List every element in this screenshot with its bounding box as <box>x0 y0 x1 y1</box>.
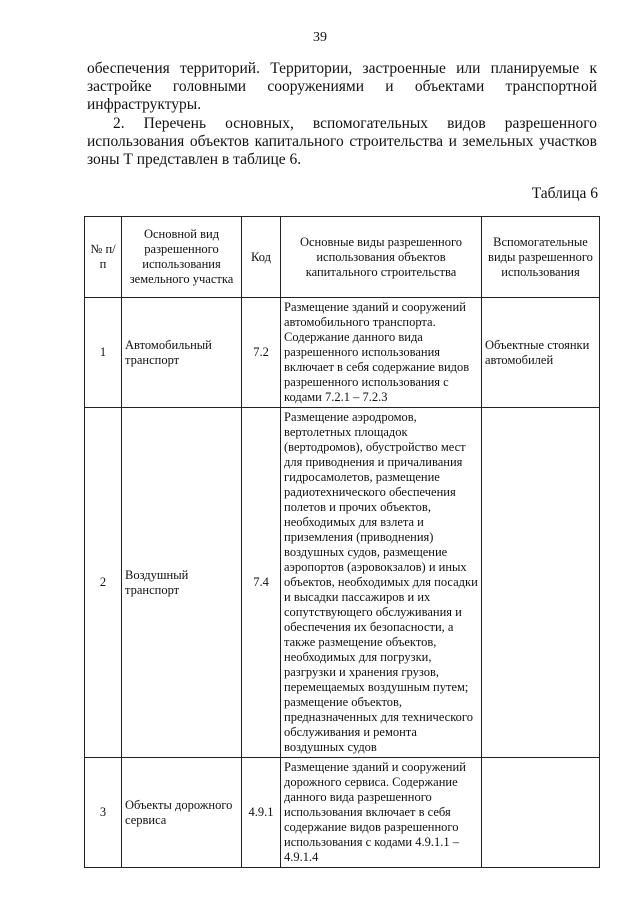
row-auxiliary <box>482 758 600 868</box>
row-code: 7.2 <box>242 298 281 408</box>
paragraph-list-intro: 2. Перечень основных, вспомогательных видов разрешенного использования объектов капитального строительства и земельных участков зоны Т представлен в таблице 6. <box>87 115 597 168</box>
header-code: Код <box>242 217 281 298</box>
row-description: Размещение зданий и сооружений дорожного сервиса. Содержание данного вида разрешенного использования включает в себя содержание видов разрешенного использования с кодами 4.9.1.1 – 4.9.1.4 <box>281 758 482 868</box>
header-num: № п/п <box>85 217 122 298</box>
header-auxiliary-use: Вспомогательные виды разрешенного использования <box>482 217 600 298</box>
row-description: Размещение зданий и сооружений автомобильного транспорта. Содержание данного вида разрешенного использования включает в себя содержание видов разрешенного использования с кодами 7.2.1 – 7.2.3 <box>281 298 482 408</box>
table-row <box>85 758 600 868</box>
row-description: Размещение аэродромов, вертолетных площадок (вертодромов), обустройство мест для приводнения и причаливания гидросамолетов, размещение радиотехнического обеспечения полетов и прочих объектов, необходимых для взлета и приземления (приводнения) воздушных судов, размещение аэропортов (аэровокзалов) и иных объектов, необходимых для посадки и высадки пассажиров и их сопутствующего обслуживания и обеспечения их безопасности, а также размещение объектов, необходимых для погрузки, разгрузки и хранения грузов, перемещаемых воздушным путем; размещение объектов, предназначенных для технического обслуживания и ремонта воздушных судов <box>281 408 482 758</box>
row-land-use: Объекты дорожного сервиса <box>122 758 242 868</box>
paragraph-continuation: обеспечения территорий. Территории, застроенные или планируемые к застройке головными сооружениями и объектами транспортной инфраструктуры. <box>87 60 597 113</box>
table-row <box>85 298 600 408</box>
header-main-capital-use: Основные виды разрешенного использования объектов капитального строительства <box>281 217 482 298</box>
row-land-use: Автомобильный транспорт <box>122 298 242 408</box>
row-number: 1 <box>85 298 122 408</box>
table-caption: Таблица 6 <box>531 185 598 202</box>
header-main-land-use: Основной вид разрешенного использования земельного участка <box>122 217 242 298</box>
table-row <box>85 408 600 758</box>
page-number: 39 <box>313 30 327 45</box>
row-land-use: Воздушный транспорт <box>122 408 242 758</box>
row-auxiliary: Объектные стоянки автомобилей <box>482 298 600 408</box>
table-header-row <box>85 217 600 298</box>
row-number: 2 <box>85 408 122 758</box>
row-code: 4.9.1 <box>242 758 281 868</box>
permitted-use-table <box>84 216 600 868</box>
row-code: 7.4 <box>242 408 281 758</box>
row-number: 3 <box>85 758 122 868</box>
row-auxiliary <box>482 408 600 758</box>
